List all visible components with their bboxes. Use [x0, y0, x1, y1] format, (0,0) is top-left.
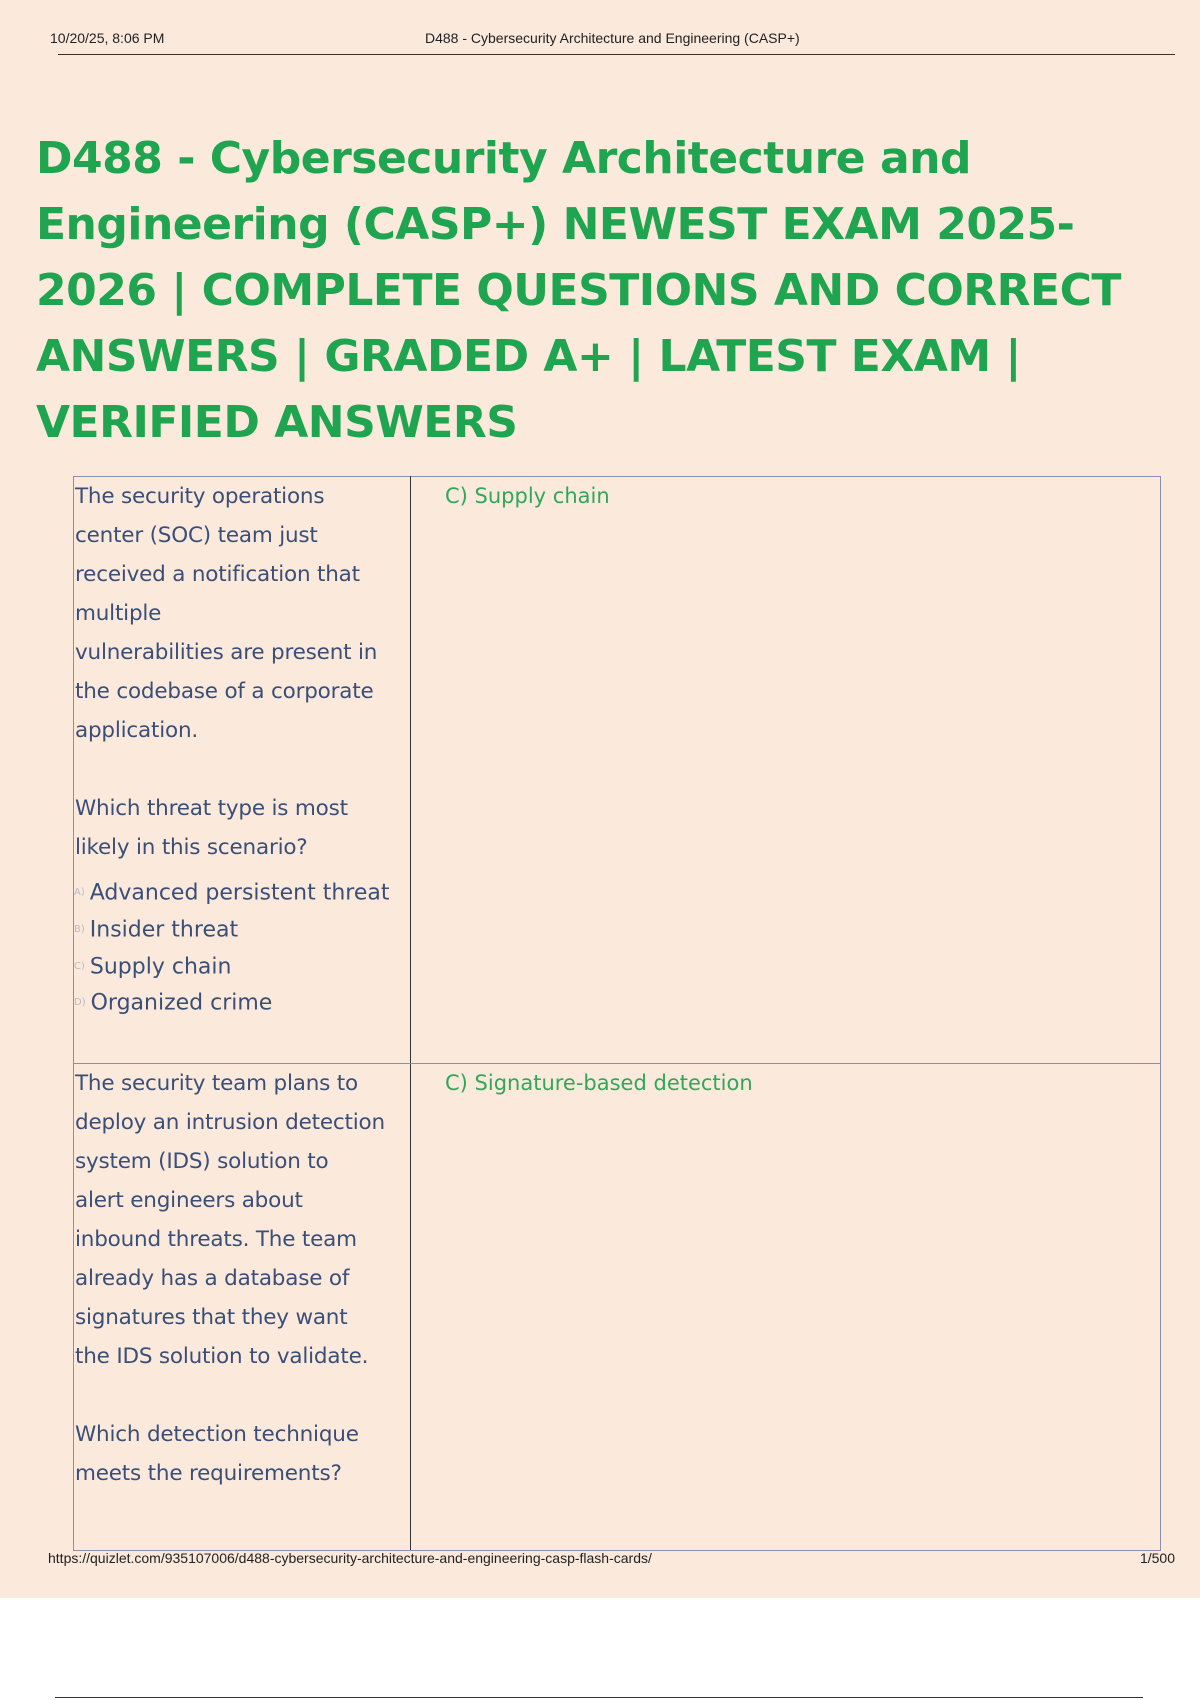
- option-text: Supply chain: [89, 953, 232, 979]
- answer-cell: [411, 1064, 1161, 1551]
- option-letter: C): [74, 960, 85, 972]
- question-cell: [74, 1064, 411, 1551]
- header-divider: [58, 54, 1175, 55]
- answer-cell: [411, 477, 1161, 1064]
- answer-options: [74, 875, 410, 1022]
- option-text: Insider threat: [89, 917, 239, 942]
- print-doc-title: D488 - Cybersecurity Architecture and Engineering (CASP+): [425, 30, 800, 46]
- question-text: The security team plans to deploy an intrusion detection system (IDS) solution to alert engineers about inbound threats. The team already has a database of signatures that they want the IDS solution to validate. Which detection technique meets the requirements?: [75, 1071, 385, 1486]
- print-header: [50, 28, 1175, 54]
- question-cell: [74, 477, 411, 1064]
- option-letter: A): [74, 887, 85, 898]
- option-text: Advanced persistent threat: [89, 880, 390, 906]
- option-b: [74, 912, 410, 949]
- table-row: [74, 1064, 1161, 1551]
- option-letter: D): [74, 997, 86, 1009]
- flashcard-table: [73, 476, 1161, 1551]
- print-footer: [48, 1550, 1175, 1570]
- table-row: [74, 477, 1161, 1064]
- option-d: [74, 985, 410, 1022]
- option-c: [74, 949, 410, 986]
- option-a: [74, 875, 410, 912]
- option-letter: B): [74, 923, 85, 935]
- next-page-divider: [55, 1697, 1143, 1698]
- answer-text: C) Signature-based detection: [445, 1071, 753, 1095]
- page-title: D488 - Cybersecurity Architecture and Engineering (CASP+) NEWEST EXAM 2025-2026 | COMPLETE QUESTIONS AND CORRECT ANSWERS | GRADED A+ | LATEST EXAM | VERIFIED ANSWERS: [36, 133, 1121, 448]
- print-date: 10/20/25, 8:06 PM: [50, 30, 165, 46]
- option-text: Organized crime: [90, 990, 273, 1016]
- source-url: https://quizlet.com/935107006/d488-cybersecurity-architecture-and-engineering-casp-flash-cards/: [48, 1550, 652, 1566]
- answer-text: C) Supply chain: [445, 484, 610, 508]
- question-text: The security operations center (SOC) team just received a notification that multiple vulnerabilities are present in the codebase of a corporate application. Which threat type is most likely in this scenario?: [75, 484, 378, 860]
- page-number: 1/500: [1139, 1550, 1175, 1566]
